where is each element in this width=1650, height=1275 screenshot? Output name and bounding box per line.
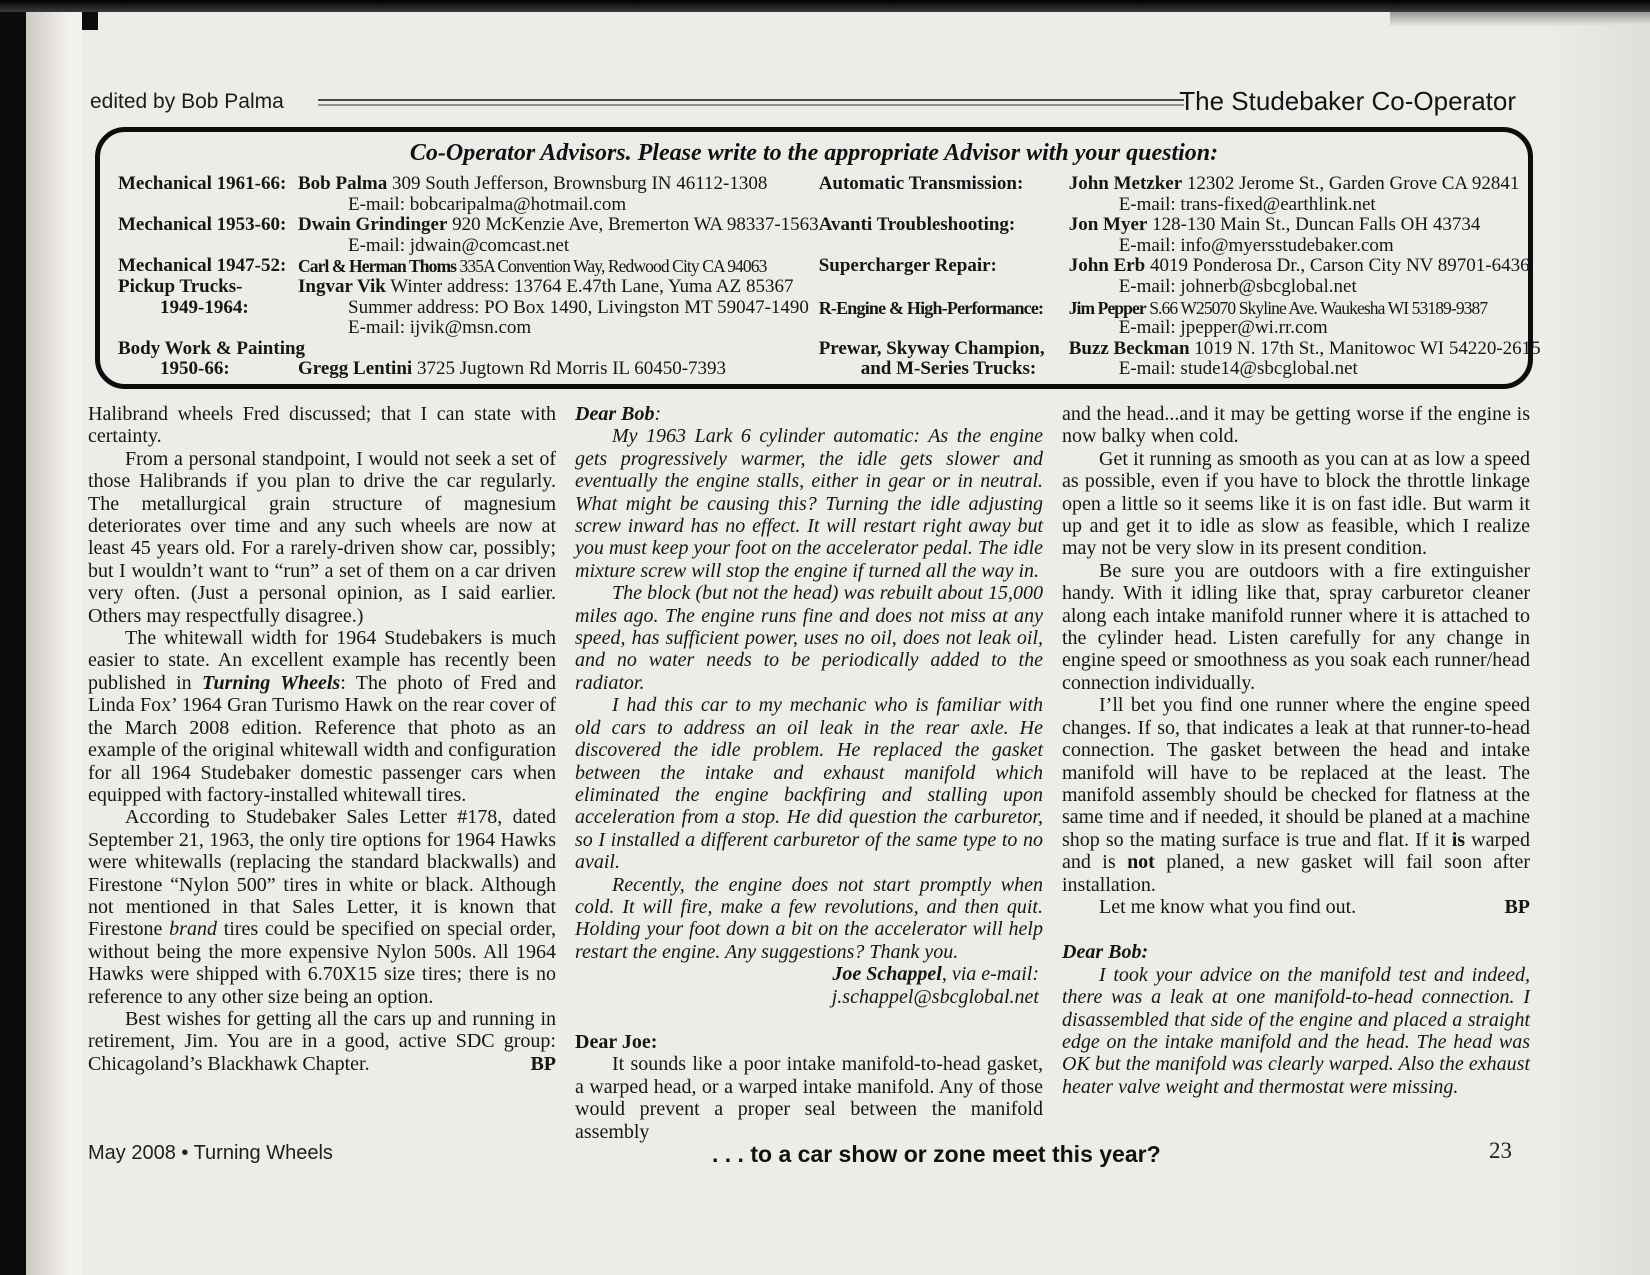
advisor-topic: and M-Series Trucks: [860,358,1037,380]
advisor-topic: 1950-66: [160,358,230,380]
advisor-row [819,236,1541,257]
footer-issue-label: May 2008 • Turning Wheels [88,1142,333,1164]
advisor-contact: Bob Palma 309 South Jefferson, Brownsburg IN 46112-1308 [298,173,768,194]
text-segment: It sounds like a poor intake manifold-to-head gasket, a warped head, or a warped intake manifold. Any of those would prevent a proper seal between the manifold assembly [575,1053,1043,1143]
text-segment: warped and is [1062,828,1530,874]
article-column-2 [575,403,1043,1143]
text-segment: The whitewall width for 1964 Studebakers is much easier to state. An excellent example has recently been published in [88,627,556,694]
advisor-contact: Gregg Lentini 3725 Jugtown Rd Morris IL 60450-7393 [298,358,727,380]
advisor-topic: Avanti Troubleshooting: [818,214,1016,236]
text-segment: Be sure you are outdoors with a fire extinguisher handy. With it idling like that, spray carburetor cleaner along each intake manifold runner where it is attached to the cylinder head. Listen carefully for any change in engine speed or smoothness as you soak each runner/head connection individually. [1062,559,1530,694]
article-body [88,403,1530,1143]
paragraph [575,425,1043,582]
advisor-topic: Body Work & Painting [118,337,306,359]
text-segment: Dear Bob [575,403,655,425]
advisor-topic [819,236,1069,257]
advisor-row [118,215,819,236]
advisor-contact: Summer address: PO Box 1490, Livingston MT 59047-1490 [348,296,809,318]
paragraph [575,986,1043,1008]
text-segment: not [1127,851,1155,874]
text-segment: brand [169,918,217,941]
paragraph [575,694,1043,873]
advisor-row [118,339,819,360]
advisor-topic [819,277,1069,298]
text-segment: Dear Bob: [1062,941,1149,964]
advisor-contact: E-mail: jdwain@comcast.net [348,234,570,256]
advisor-topic [819,195,1069,216]
paragraph [1062,560,1530,694]
page-number: 23 [1489,1138,1512,1163]
edited-by-credit: edited by Bob Palma [90,90,284,113]
paragraph [88,1008,556,1075]
scan-top-shade [1390,12,1650,26]
advisor-topic: Prewar, Skyway Champion, [818,337,1045,359]
advisor-topic: Mechanical 1947-52: [118,255,287,277]
text-segment: planed, a new gasket will fail soon after installation. [1062,851,1531,896]
paragraph [88,448,556,627]
advisors-column-left [118,174,819,380]
advisor-contact: Jon Myer 128-130 Main St., Duncan Falls OH 43734 [1068,214,1481,236]
advisor-row [118,195,819,216]
header-double-rule [318,99,1184,106]
advisor-topic [118,318,298,339]
advisor-topic: Pickup Trucks- [118,275,243,297]
advisor-row [118,174,819,195]
advisor-contact: E-mail: ijvik@msn.com [348,317,532,339]
advisor-contact: E-mail: jpepper@wi.rr.com [1118,317,1328,339]
advisor-contact: Ingvar Vik Winter address: 13764 E.47th Lane, Yuma AZ 85367 [298,275,794,297]
text-segment: , via e-mail: [941,963,1039,986]
publication-title: The Studebaker Co-Operator [1179,86,1516,116]
text-segment: BP [530,1052,556,1075]
scan-right-shade [1542,26,1650,1275]
advisor-topic: 1949-1964: [160,296,249,318]
text-segment: From a personal standpoint, I would not seek a set of those Halibrands if you plan to drive the car regularly. The metallurgical grain structure of magnesium deteriorates over time and any such wheels are now at least 45 years old. For a rarely-driven show car, possibly; but I wouldn’t want to “run” a set of them on a car driven very often. (Just a personal opinion, as I said earlier. Others may respectfully disagree.) [88,447,556,627]
advisor-contact: Jim Pepper S.66 W25070 Skyline Ave. Waukesha WI 53189-9387 [1068,297,1488,318]
text-segment: I took your advice on the manifold test and indeed, there was a leak at one manifold-to-head connection. I disassembled that side of the engine and placed a straight edge on the intake manifold and the head. The head was OK but the manifold was clearly warped. Also the exhaust heater valve weight and thermostat were missing. [1062,963,1530,1098]
advisor-contact: E-mail: trans-fixed@earthlink.net [1118,193,1376,215]
paragraph [1062,403,1530,448]
advisors-box [95,127,1541,389]
advisor-row [819,215,1541,236]
advisor-contact: Carl & Herman Thoms 335A Convention Way, Redwood City CA 94063 [298,256,767,277]
text-segment: I had this car to my mechanic who is familiar with old cars to address an oil leak in the rear axle. He discovered the idle problem. He replaced the gasket between the intake and exhaust manifold which eliminated the engine backfiring and stalling upon acceleration from a stop. He did question the carburetor, so I installed a different carburetor of the same type to no avail. [575,694,1043,874]
advisor-topic [819,318,1069,339]
advisor-topic: Mechanical 1961-66: [118,173,287,194]
paragraph [575,963,1043,985]
paragraph [1062,448,1530,560]
advisors-columns [100,173,1541,380]
text-segment: and the head...and it may be getting worse if the engine is now balky when cold. [1062,403,1530,448]
paragraph [1062,941,1530,963]
advisor-row [118,359,819,380]
advisor-topic: Mechanical 1953-60: [118,214,287,236]
advisor-row [819,298,1541,319]
advisor-row [819,174,1541,195]
advisor-contact: E-mail: johnerb@sbcglobal.net [1118,275,1357,297]
paragraph [1062,896,1530,918]
advisor-row [819,339,1541,360]
text-segment: Get it running as smooth as you can at as low a speed as possible, even if you have to block the throttle linkage open a little so it seems like it is on fast idle. But warm it up and get it to idle as slow as feasible, which I realize may not be very slow in its present condition. [1062,447,1530,560]
text-segment: j.schappel@sbcglobal.net [831,985,1039,1008]
advisor-topic: R-Engine & High-Performance: [818,297,1044,318]
text-segment: Recently, the engine does not start promptly when cold. It will fire, make a few revolutions, and then quit. Holding your foot down a bit on the accelerator will help restart the engine. Any suggestions? Thank you. [575,873,1043,963]
text-segment: Let me know what you find out. [1099,895,1357,918]
advisor-contact: Dwain Grindinger 920 McKenzie Ave, Bremerton WA 98337-1563 [298,214,819,236]
paragraph [575,1031,1043,1053]
advisor-row [819,318,1541,339]
advisor-contact: John Metzker 12302 Jerome St., Garden Grove CA 92841 [1068,173,1520,194]
article-column-3 [1062,403,1530,1143]
text-segment: Joe Schappel [832,963,942,986]
text-segment: Halibrand wheels Fred discussed; that I can state with certainty. [88,403,556,448]
advisors-column-right [819,174,1541,380]
advisor-row [118,236,819,257]
advisor-row [819,277,1541,298]
paragraph [88,627,556,806]
text-segment: Best wishes for getting all the cars up and running in retirement, Jim. You are in a good, active SDC group: Chicagoland’s Blackhawk Chapter. [88,1007,556,1075]
advisor-row [118,298,819,319]
advisor-contact: E-mail: bobcaripalma@hotmail.com [348,193,627,215]
article-column-1 [88,403,556,1143]
advisor-contact: John Erb 4019 Ponderosa Dr., Carson City NV 89701-6436 [1068,255,1530,277]
paragraph [1062,694,1530,896]
text-segment: Turning Wheels [202,671,341,694]
advisors-box-title: Co-Operator Advisors. Please write to the appropriate Advisor with your question: [409,140,1219,166]
paragraph [575,582,1043,694]
advisor-contact: Buzz Beckman 1019 N. 17th St., Manitowoc WI 54220-2615 [1068,337,1541,359]
text-segment: The block (but not the head) was rebuilt about 15,000 miles ago. The engine runs fine and does not miss at any speed, has sufficient power, uses no oil, does not leak oil, and no water needs to be periodically added to the radiator. [575,582,1043,694]
text-segment: : The photo of Fred and Linda Fox’ 1964 Gran Turismo Hawk on the rear cover of the March 2008 edition. Reference that photo as an example of the original whitewall width and configuration for all 1964 Studebaker domestic passenger cars when equipped with factory-installed whitewall tires. [88,671,556,806]
advisor-row [819,256,1541,277]
page-curl-shadow [26,12,82,1275]
advisor-contact: E-mail: stude14@sbcglobal.net [1118,358,1358,380]
advisor-topic [118,236,298,257]
advisor-row [118,277,819,298]
text-segment: According to Studebaker Sales Letter #178, dated September 21, 1963, the only tire options for 1964 Hawks were whitewalls (replacing the standard blackwalls) and Firestone “Nylon 500” tires in white or black. Although not mentioned in that Sales Letter, it is known that Firestone [88,806,556,941]
advisor-topic [118,195,298,216]
paragraph [575,1053,1043,1143]
advisor-row [118,318,819,339]
scan-left-edge [0,0,26,1275]
footer-teaser-text: . . . to a car show or zone meet this year? [712,1141,1161,1167]
paragraph [575,403,1043,425]
text-segment: My 1963 Lark 6 cylinder automatic: As the engine gets progressively warmer, the idle gets slower and eventually the engine stalls, either in gear or in neutral. What might be causing this? Turning the idle adjusting screw inward has no effect. It will restart right away but you must keep your foot on the accelerator pedal. The idle mixture screw will stop the engine if turned all the way in. [575,425,1043,582]
advisor-topic: Supercharger Repair: [818,255,997,277]
scan-top-edge [0,0,1650,12]
paragraph [88,806,556,1008]
paragraph [575,874,1043,964]
text-segment: is [1451,828,1466,851]
text-segment: I’ll bet you find one runner where the engine speed changes. If so, that indicates a leak at that runner-to-head connection. The gasket between the head and intake manifold will have to be replaced at the least. The manifold assembly should be checked for flatness at the same time and if needed, it should be planed at a machine shop so the mating surface is true and flat. If it [1062,694,1530,851]
text-segment: : [654,403,662,425]
text-segment: BP [1504,895,1530,918]
advisor-row [819,195,1541,216]
advisor-topic: Automatic Transmission: [818,173,1024,194]
advisor-row [118,256,819,277]
paragraph [1062,964,1530,1098]
text-segment: tires could be specified on special order, without being the more expensive Nylon 500s. All 1964 Hawks were shipped with 6.70X15 size tires; there is no reference to any other size being an option. [88,918,556,1008]
advisor-row [819,359,1541,380]
advisor-contact: E-mail: info@myersstudebaker.com [1118,234,1394,256]
paragraph [88,403,556,448]
text-segment: Dear Joe: [575,1030,658,1053]
